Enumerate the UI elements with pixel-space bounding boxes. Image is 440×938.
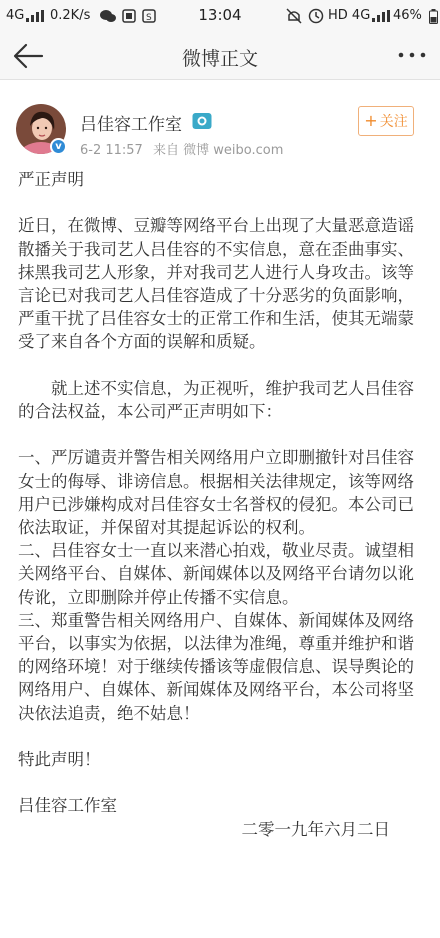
- article-title: 严正声明: [18, 170, 84, 189]
- statement-item-3: 三、郑重警告相关网络用户、自媒体、新闻媒体及网络平台，以事实为依据，以法律为准绳，尊重并维护和谐的网络环境！对于继续传播该等虚假信息、误导舆论的网络用户、自媒体、新闻媒体及网络平台，本公司将坚决依法追责，绝不姑息！: [18, 610, 414, 723]
- alarm-icon: [308, 8, 324, 24]
- signature: 吕佳容工作室: [18, 796, 117, 816]
- author-name[interactable]: 吕佳容工作室: [80, 115, 182, 135]
- network-speed: 0.2K/s: [50, 8, 91, 23]
- statement-item-1: 一、严厉谴责并警告相关网络用户立即删撤针对吕佳容女士的侮辱、诽谤信息。根据相关法律规定，该等网络用户已涉嫌构成对吕佳容女士名誉权的侵犯。本公司已依法取证，并保留对其提起诉讼的权利。: [18, 448, 414, 537]
- follow-button[interactable]: [358, 106, 414, 136]
- hd-network: HD 4G: [328, 8, 371, 23]
- battery-icon: [429, 9, 438, 24]
- svg-text:S: S: [146, 13, 152, 23]
- mute-icon: [286, 8, 302, 24]
- more-dots-icon[interactable]: [394, 40, 430, 70]
- member-icon: [192, 112, 212, 130]
- plus-icon: +: [364, 111, 378, 130]
- page-title: 微博正文: [181, 48, 258, 70]
- nav-bar: [0, 32, 440, 80]
- post-meta: [80, 139, 283, 158]
- signal-icon: [372, 10, 390, 22]
- statement-item-2: 二、吕佳容女士一直以来潜心拍戏，敬业尽责。诚望相关网络平台、自媒体、新闻媒体以及网络平台请勿以讹传讹，立即删除并停止传播不实信息。: [18, 541, 414, 607]
- clock: 13:04: [198, 6, 242, 24]
- battery-percent: 46%: [393, 8, 422, 23]
- closing-line: 特此声明！: [18, 750, 101, 770]
- post-date: 6-2 11:57: [80, 143, 143, 158]
- post-content: [18, 168, 424, 841]
- paragraph-1: 近日，在微博、豆瓣等网络平台上出现了大量恶意造谣散播关于我司艺人吕佳容的不实信息，意在歪曲事实、抹黑我司艺人形象，并对我司艺人进行人身攻击。该等言论已对我司艺人吕佳容造成了十分恶劣的负面影响，严重干扰了吕佳容女士的正常工作和生活，使其无端蒙受了来自各个方面的误解和质疑。: [18, 216, 414, 352]
- network-label: 4G: [6, 8, 25, 23]
- statement-date: 二零一九年六月二日: [241, 819, 390, 839]
- post-source: 来自 微博 weibo.com: [152, 143, 284, 158]
- paragraph-2: 就上述不实信息，为正视听，维护我司艺人吕佳容的合法权益，本公司严正声明如下：: [18, 378, 414, 421]
- status-bar: [0, 0, 440, 32]
- follow-label: 关注: [379, 114, 408, 130]
- verified-icon: v: [50, 138, 67, 155]
- post-header: [0, 96, 440, 166]
